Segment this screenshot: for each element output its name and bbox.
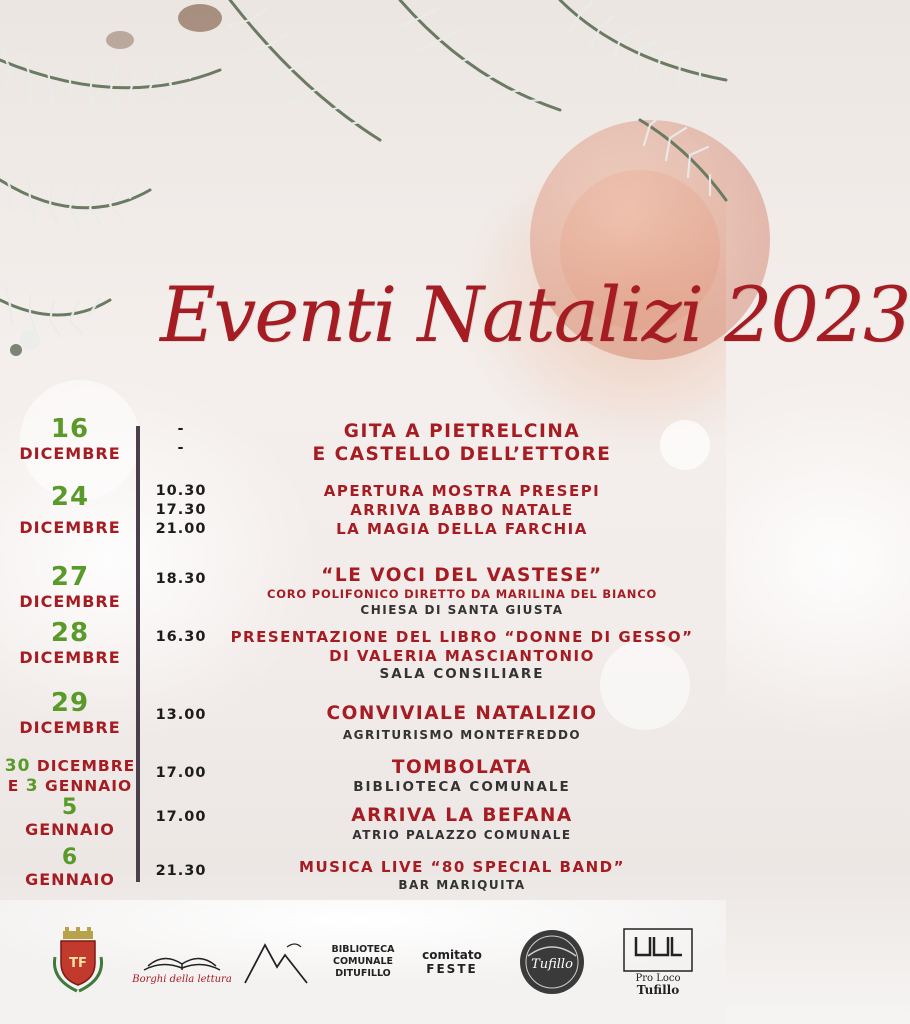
event-description <box>222 756 702 796</box>
pro-loco-line: Tufillo <box>636 983 680 997</box>
event-time: 18.30 <box>155 571 207 587</box>
event-title: “LE VOCI DEL VASTESE” <box>321 565 603 586</box>
event-month: DICEMBRE <box>19 718 121 737</box>
event-month: DICEMBRE <box>19 648 121 667</box>
mountain-icon <box>243 937 309 987</box>
event-description <box>222 482 702 539</box>
event-month: DICEMBRE <box>19 444 121 463</box>
event-venue: AGRITURISMO MONTEFREDDO <box>342 728 582 742</box>
event-date <box>0 688 140 738</box>
pro-loco-line: Pro Loco <box>635 973 681 984</box>
event-day: 27 <box>50 562 90 592</box>
event-day: 16 <box>50 414 90 444</box>
event-time: 21.00 <box>155 521 207 537</box>
event-time: 17.30 <box>155 502 207 518</box>
poster-title: Eventi Natalizi 2023 <box>160 270 910 359</box>
event-times <box>146 862 216 881</box>
event-times <box>146 420 216 458</box>
tufillo-badge-icon <box>514 926 590 998</box>
biblioteca-line: BIBLIOTECA <box>331 944 395 955</box>
event-subtitle: DI VALERIA MASCIANTONIO <box>329 647 595 665</box>
event-day: 28 <box>50 618 90 648</box>
event-times <box>146 706 216 725</box>
event-date <box>0 756 140 796</box>
event-day: 6 <box>61 845 79 870</box>
event-title: E CASTELLO DELL’ETTORE <box>312 444 612 465</box>
comitato-line: FESTE <box>426 962 478 976</box>
event-venue: SALA CONSILIARE <box>379 666 545 682</box>
event-month: DICEMBRE <box>19 592 121 611</box>
event-month: DICEMBRE <box>19 518 121 537</box>
event-description <box>222 702 702 743</box>
event-description <box>222 564 702 618</box>
comitato-feste-logo <box>414 926 490 998</box>
comune-coat-of-arms-logo <box>48 926 108 998</box>
event-title: MUSICA LIVE “80 SPECIAL BAND” <box>299 858 625 876</box>
event-time: 17.00 <box>155 765 207 781</box>
comitato-line: comitato <box>422 948 482 962</box>
event-times <box>146 764 216 783</box>
event-venue: BIBLIOTECA COMUNALE <box>353 779 571 795</box>
coat-of-arms-initials: TF <box>69 956 87 971</box>
event-title: ARRIVA LA BEFANA <box>351 805 573 826</box>
event-date <box>0 562 140 612</box>
tufillo-badge-text: Tufillo <box>531 957 573 972</box>
event-times <box>146 628 216 647</box>
event-times <box>146 482 216 539</box>
event-subtitle: CORO POLIFONICO DIRETTO DA MARILINA DEL BIANCO <box>266 587 658 601</box>
event-time: 17.00 <box>155 809 207 825</box>
event-title: ARRIVA BABBO NATALE <box>350 501 574 519</box>
event-description <box>222 858 702 893</box>
event-venue: CHIESA DI SANTA GIUSTA <box>360 603 564 617</box>
borghi-della-lettura-logo <box>130 926 234 998</box>
event-title: GITA A PIETRELCINA <box>343 421 581 442</box>
biblioteca-line: DITUFILLO <box>335 968 391 979</box>
event-month: DICEMBRE <box>36 757 136 775</box>
open-book-icon <box>142 940 222 974</box>
event-title: CONVIVIALE NATALIZIO <box>326 703 598 724</box>
event-day: 30 <box>4 756 31 776</box>
event-time: - <box>177 421 185 437</box>
event-description <box>222 804 702 843</box>
event-description <box>222 420 702 466</box>
event-time: 10.30 <box>155 483 207 499</box>
event-venue: BAR MARIQUITA <box>398 878 526 892</box>
event-date <box>0 846 140 890</box>
biblioteca-line: COMUNALE <box>332 956 394 967</box>
event-title: TOMBOLATA <box>391 757 533 778</box>
event-conjunction: E <box>7 777 20 795</box>
event-title: PRESENTAZIONE DEL LIBRO “DONNE DI GESSO” <box>230 628 694 646</box>
event-month: GENNAIO <box>25 870 115 889</box>
event-date <box>0 618 140 668</box>
event-date <box>0 796 140 840</box>
event-title: LA MAGIA DELLA FARCHIA <box>336 520 588 538</box>
event-venue: ATRIO PALAZZO COMUNALE <box>352 828 572 842</box>
tufillo-brand-logo <box>512 926 592 998</box>
borghi-logo-text: Borghi della lettura <box>132 973 232 985</box>
pro-loco-emblem-icon <box>622 927 694 973</box>
mountain-logo <box>240 926 312 998</box>
event-day: 24 <box>50 482 90 512</box>
event-time: 16.30 <box>155 629 207 645</box>
event-day: 3 <box>25 776 39 796</box>
event-month: GENNAIO <box>25 820 115 839</box>
event-day: 5 <box>61 795 79 820</box>
coat-of-arms-icon <box>51 927 105 997</box>
event-description <box>222 628 702 683</box>
event-date <box>0 414 140 464</box>
biblioteca-comunale-logo <box>330 926 396 998</box>
pro-loco-tufillo-logo <box>618 926 698 998</box>
event-month: GENNAIO <box>45 777 133 795</box>
event-times <box>146 570 216 589</box>
event-day: 29 <box>50 688 90 718</box>
event-date <box>0 482 140 538</box>
event-times <box>146 808 216 827</box>
event-title: APERTURA MOSTRA PRESEPI <box>323 482 601 500</box>
event-time: 13.00 <box>155 707 207 723</box>
event-time: 21.30 <box>155 863 207 879</box>
event-time: - <box>177 440 185 456</box>
